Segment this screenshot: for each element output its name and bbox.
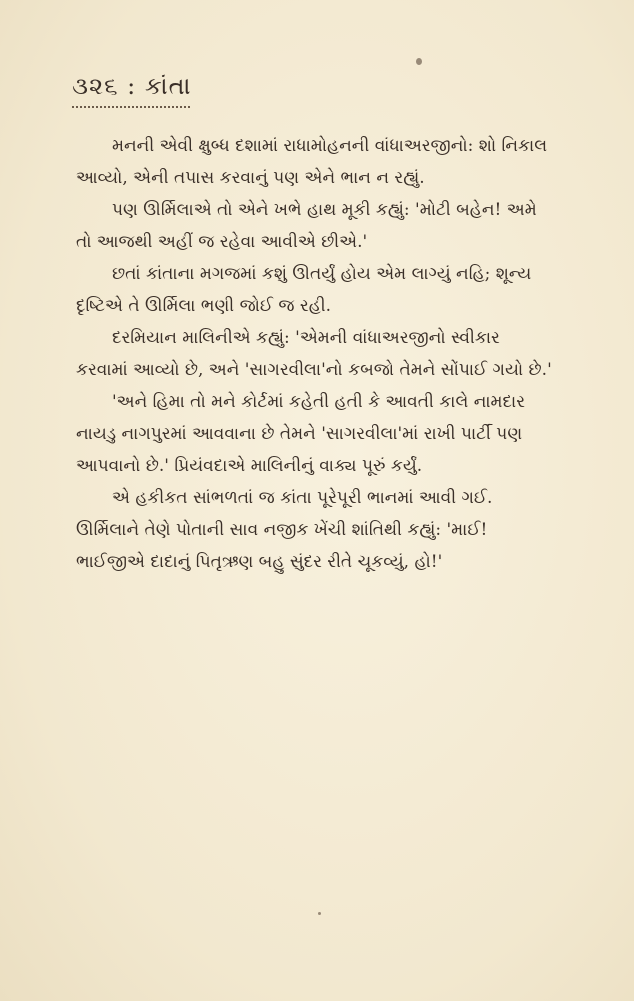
paragraph-3: છતાં કાંતાના મગજમાં કશું ઊતર્યું હોય એમ લાગ્યું નહિ; શૂન્ય દૃષ્ટિએ તે ઊર્મિલા ભણી જોઈ જ રહી. [76, 264, 532, 316]
running-head: ૩૨૬ : કાંતા [72, 72, 192, 100]
paragraph-4: દરમિયાન માલિનીએ કહ્યું: 'એમની વાંધાઅરજીનો સ્વીકાર કરવામાં આવ્યો છે, અને 'સાગરવીલા'નો કબજો તેમને સોંપાઈ ગયો છે.' [76, 328, 552, 380]
body-text [76, 130, 556, 578]
paragraph-6: એ હકીકત સાંભળતાં જ કાંતા પૂરેપૂરી ભાનમાં આવી ગઈ. ઊર્મિલાને તેણે પોતાની સાવ નજીક ખેંચી શાંતિથી કહ્યું: 'માઈ! ભાઈજીએ દાદાનું પિતૃઋણ બહુ સુંદર રીતે ચૂકવ્યું, હો!' [76, 488, 493, 572]
paragraph-1: મનની એવી ક્ષુબ્ધ દશામાં રાધામોહનની વાંધાઅરજીનો: શો નિકાલ આવ્યો, એની તપાસ કરવાનું પણ એને ભાન ન રહ્યું. [76, 136, 548, 188]
ink-speck [416, 58, 422, 65]
paragraph-5: 'અને હિમા તો મને કોર્ટમાં કહેતી હતી કે આવતી કાલે નામદાર નાયડુ નાગપુરમાં આવવાના છે તેમને 'સાગરવીલા'માં રાખી પાર્ટી પણ આપવાનો છે.' પ્રિયંવદાએ માલિનીનું વાક્ય પૂરું કર્યું. [76, 392, 526, 476]
running-head-underline [72, 102, 190, 108]
ink-speck [318, 912, 321, 915]
paragraph-2: પણ ઊર્મિલાએ તો એને ખભે હાથ મૂકી કહ્યું: 'મોટી બહેન! અમે તો આજથી અહીં જ રહેવા આવીએ છીએ.' [76, 200, 537, 252]
